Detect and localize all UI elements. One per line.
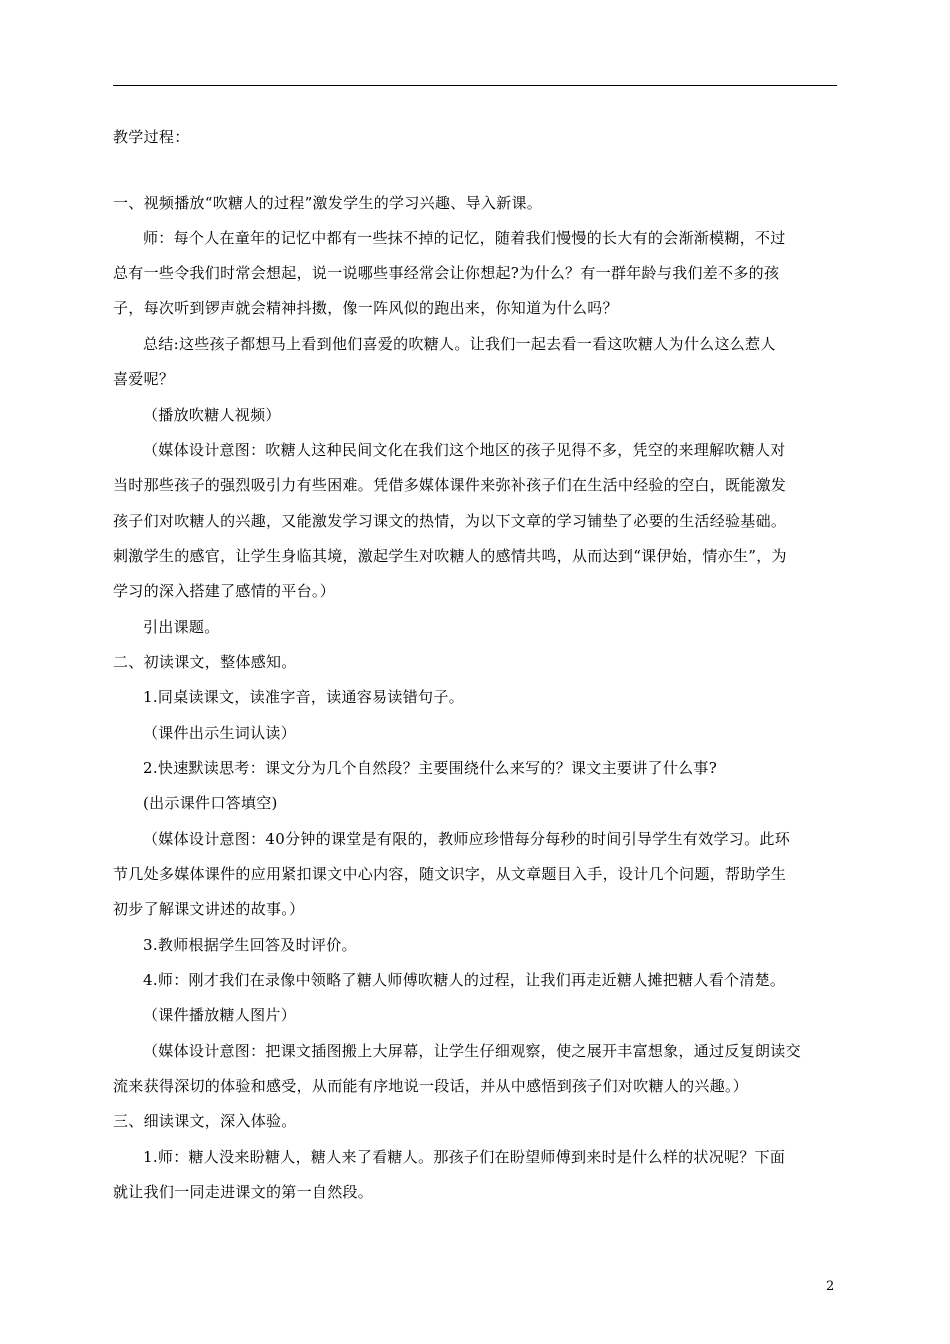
paragraph-line: 1.同桌读课文，读准字音，读通容易读错句子。 [143,688,464,706]
section-heading: 教学过程： [113,128,190,146]
paragraph-line: 4.师：刚才我们在录像中领略了糖人师傅吹糖人的过程，让我们再走近糖人摊把糖人看个清楚。 [143,971,786,989]
paragraph-line: (出示课件口答填空) [143,794,278,812]
paragraph-line: （媒体设计意图：吹糖人这种民间文化在我们这个地区的孩子见得不多，凭空的来理解吹糖人对 [143,441,786,459]
paragraph-line: 3.教师根据学生回答及时评价。 [143,936,357,954]
section-title-1: 一、视频播放“吹糖人的过程”激发学生的学习兴趣、导入新课。 [113,194,543,212]
paragraph-line: 师：每个人在童年的记忆中都有一些抹不掉的记忆，随着我们慢慢的长大有的会渐渐模糊，不过 [143,229,786,247]
paragraph-line: 总结:这些孩子都想马上看到他们喜爱的吹糖人。让我们一起去看一看这吹糖人为什么这么惹人 [143,335,776,353]
paragraph-line: 喜爱呢？ [113,370,175,388]
paragraph-line: （媒体设计意图：把课文插图搬上大屏幕，让学生仔细观察，使之展开丰富想象，通过反复朗读交 [143,1042,801,1060]
paragraph-line: 初步了解课文讲述的故事。） [113,900,305,918]
paragraph-line: 引出课题。 [143,618,220,636]
paragraph-line: 就让我们一同走进课文的第一自然段。 [113,1183,374,1201]
paragraph-line: 刺激学生的感官，让学生身临其境，激起学生对吹糖人的感情共鸣，从而达到“课伊始，情亦生”，为 [113,547,787,565]
paragraph-line: 子，每次听到锣声就会精神抖擞，像一阵风似的跑出来，你知道为什么吗？ [113,299,618,317]
paragraph-line: （媒体设计意图：40分钟的课堂是有限的，教师应珍惜每分每秒的时间引导学生有效学习。此环 [143,830,790,848]
page-number: 2 [826,1279,835,1294]
paragraph-line: 学习的深入搭建了感情的平台。） [113,582,336,600]
paragraph-line: （课件播放糖人图片） [143,1006,297,1024]
header-rule [113,85,837,86]
paragraph-line: 总有一些令我们时常会想起，说一说哪些事经常会让你想起?为什么？有一群年龄与我们差不多的孩 [113,264,780,282]
paragraph-line: 节几处多媒体课件的应用紧扣课文中心内容，随文识字，从文章题目入手，设计几个问题，帮助学生 [113,865,787,883]
paragraph-line: 流来获得深切的体验和感受，从而能有序地说一段话，并从中感悟到孩子们对吹糖人的兴趣。） [113,1077,749,1095]
paragraph-line: 当时那些孩子的强烈吸引力有些困难。凭借多媒体课件来弥补孩子们在生活中经验的空白，既能激发 [113,476,787,494]
paragraph-line: 孩子们对吹糖人的兴趣，又能激发学习课文的热情，为以下文章的学习铺垫了必要的生活经验基础。 [113,512,787,530]
section-title-2: 二、初读课文，整体感知。 [113,653,297,671]
paragraph-line: 2.快速默读思考：课文分为几个自然段？主要围绕什么来写的？课文主要讲了什么事? [143,759,718,777]
paragraph-line: 1.师：糖人没来盼糖人，糖人来了看糖人。那孩子们在盼望师傅到来时是什么样的状况呢？下面 [143,1148,786,1166]
paragraph-line: （播放吹糖人视频） [143,406,281,424]
paragraph-line: （课件出示生词认读） [143,724,297,742]
section-title-3: 三、细读课文，深入体验。 [113,1112,297,1130]
